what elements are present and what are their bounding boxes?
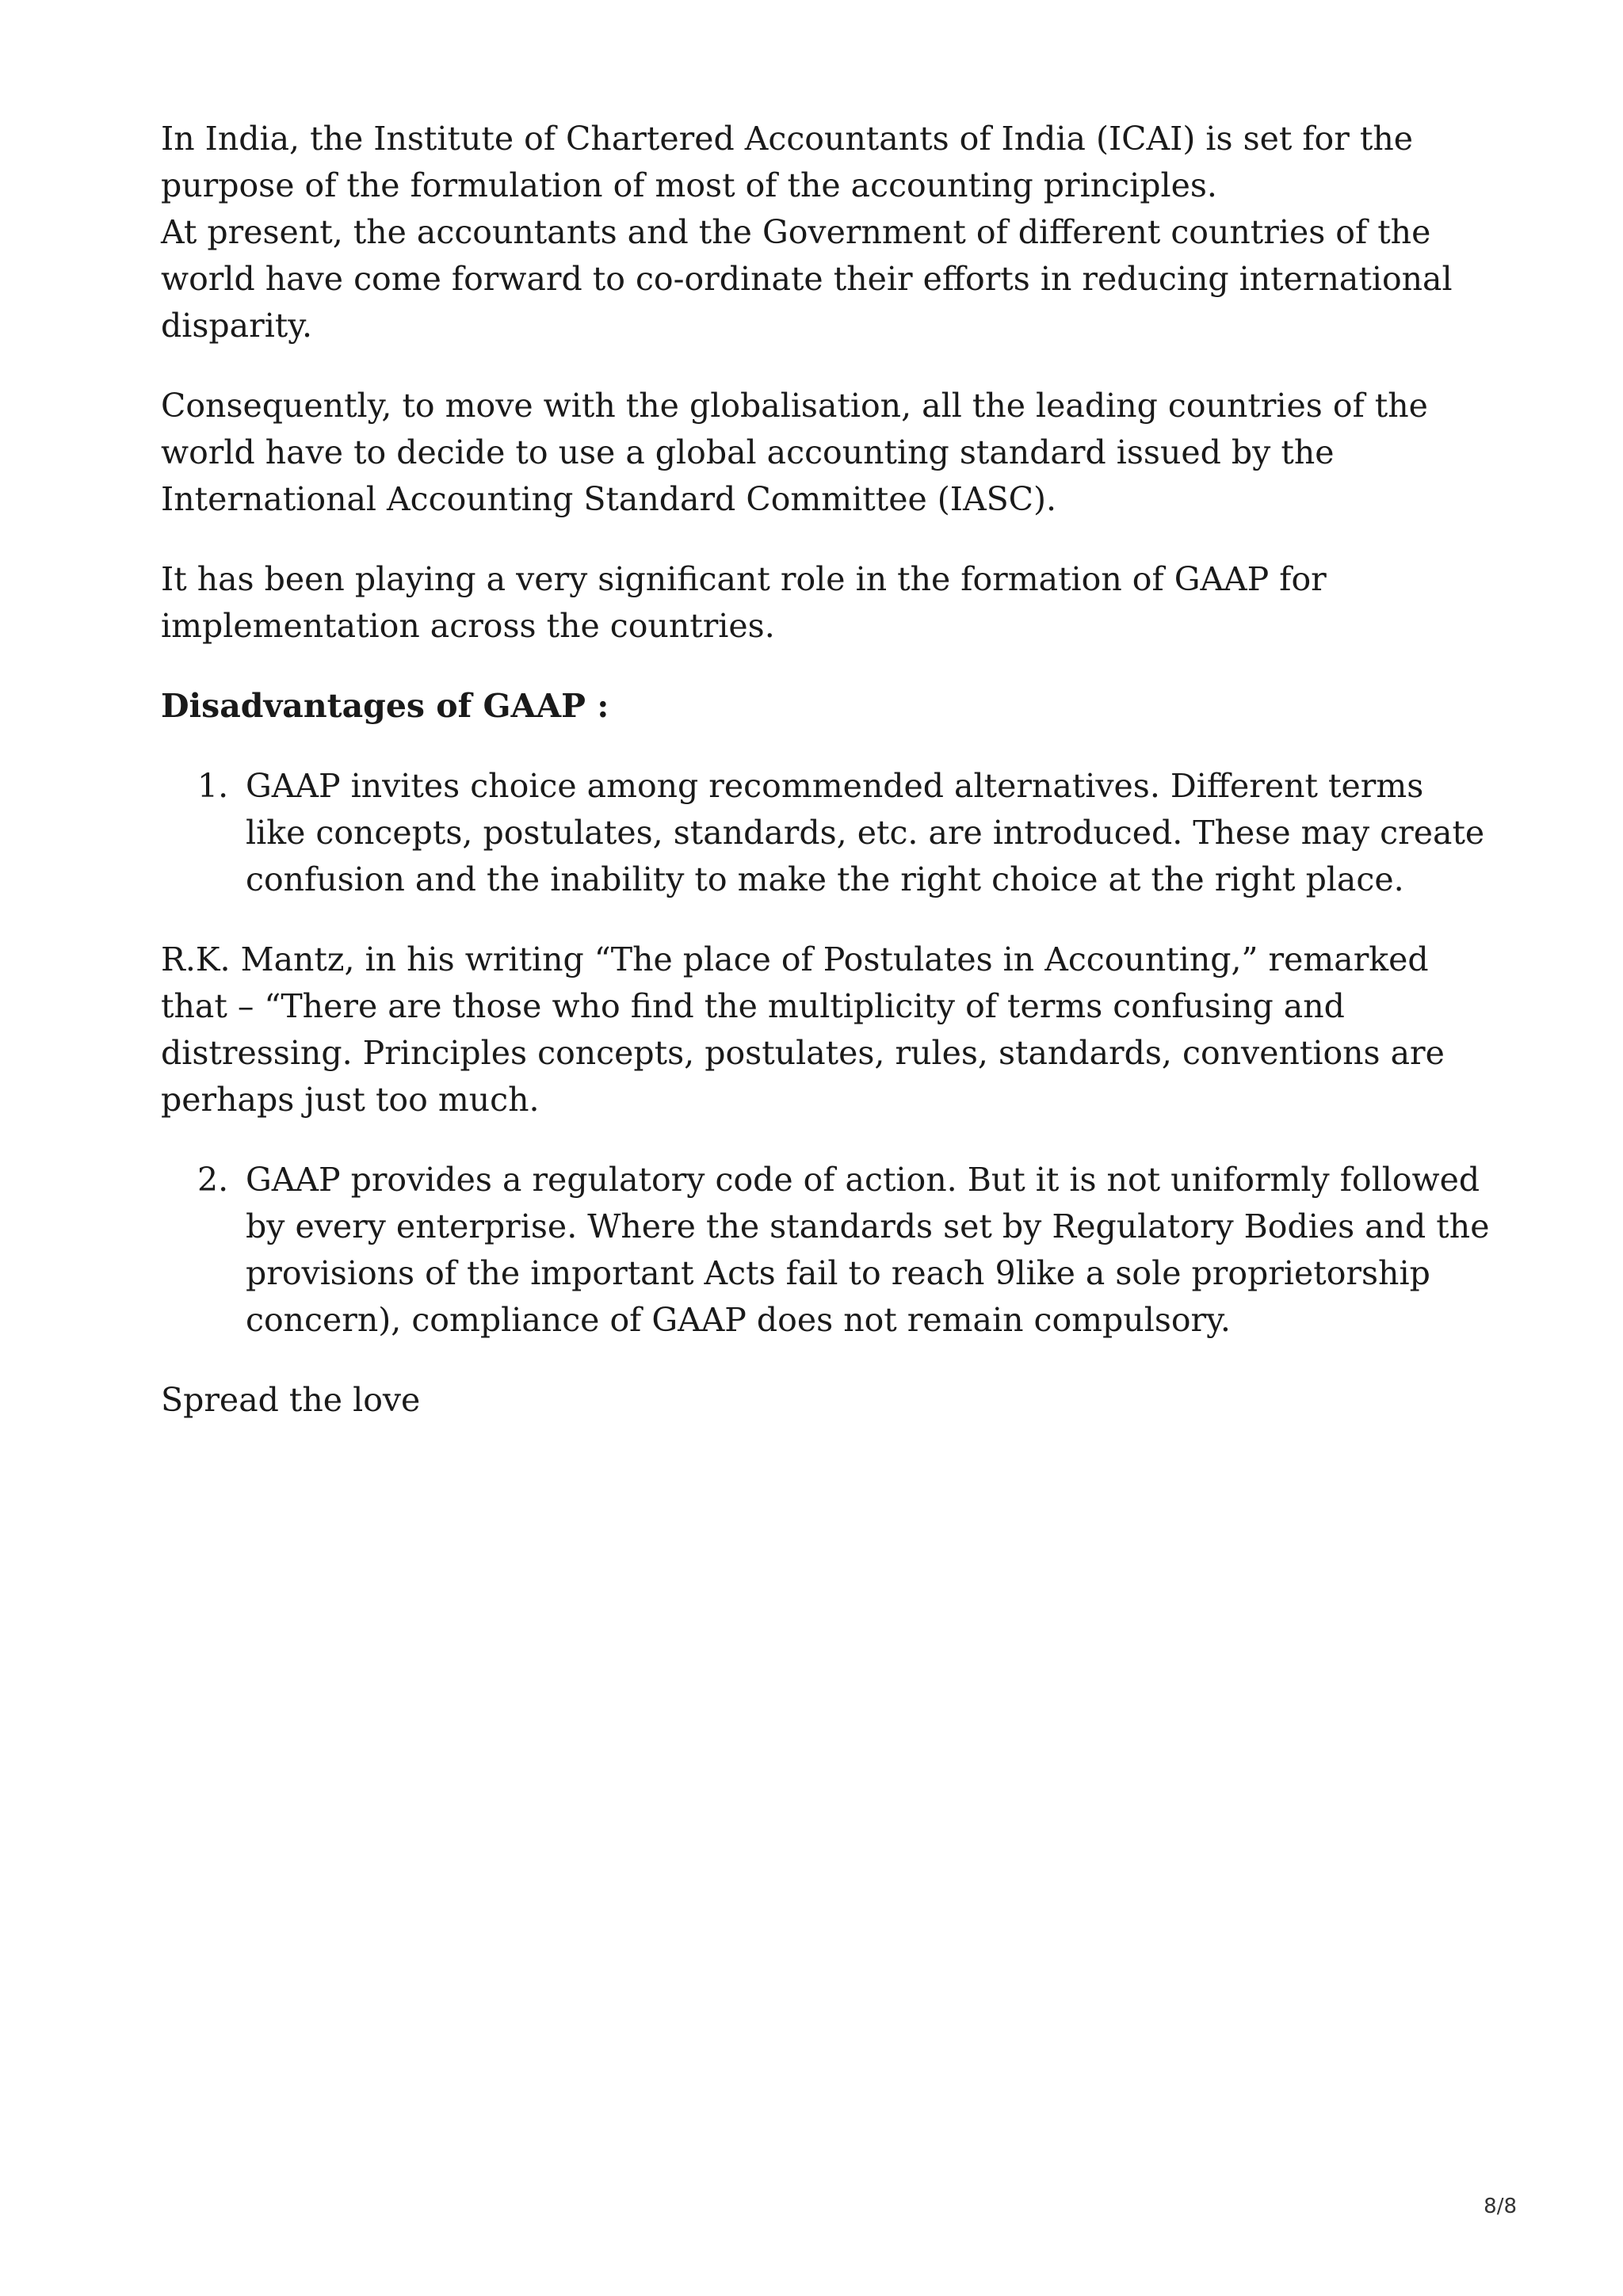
paragraph-international-disparity: At present, the accountants and the Government of different countries of the world have come forward to co-ordinate their efforts in reducing international disparity. <box>161 213 1453 345</box>
list-item-text: GAAP provides a regulatory code of action. But it is not uniformly followed by every enterprise. Where the standards set by Regulatory Bodies and the provisions of the important Acts fail to reach 9like a sole proprietorship concern), compliance of GAAP does not remain compulsory. <box>246 1161 1490 1339</box>
paragraph-mantz-quote: R.K. Mantz, in his writing “The place of Postulates in Accounting,” remarked that – “There are those who find the multiplicity of terms confusing and distressing. Principles concepts, postulates, rules, standards, conventions are perhaps just too much. <box>161 940 1445 1119</box>
list-item <box>161 1157 1492 1344</box>
paragraph-globalisation: Consequently, to move with the globalisation, all the leading countries of the world have to decide to use a global accounting standard issued by the International Accounting Standard Committee (IASC). <box>161 387 1428 518</box>
disadvantages-list-second <box>161 1157 1492 1344</box>
document-body <box>161 116 1492 1424</box>
list-item-text: GAAP invites choice among recommended alternatives. Different terms like concepts, postulates, standards, etc. are introduced. These may create confusion and the inability to make the right choice at the right place. <box>246 767 1485 898</box>
spread-the-love-text: Spread the love <box>161 1381 421 1419</box>
list-item-number: 1. <box>197 767 229 805</box>
paragraph-icai: In India, the Institute of Chartered Accountants of India (ICAI) is set for the purpose of the formulation of most of the accounting principles. <box>161 120 1414 204</box>
paragraph-gaap-role: It has been playing a very significant role in the formation of GAAP for implementation across the countries. <box>161 560 1327 645</box>
list-item-number: 2. <box>197 1161 229 1199</box>
section-heading-disadvantages: Disadvantages of GAAP : <box>161 687 609 725</box>
list-item <box>161 763 1492 903</box>
page-number: 8/8 <box>1484 2195 1517 2218</box>
disadvantages-list-first <box>161 763 1492 903</box>
